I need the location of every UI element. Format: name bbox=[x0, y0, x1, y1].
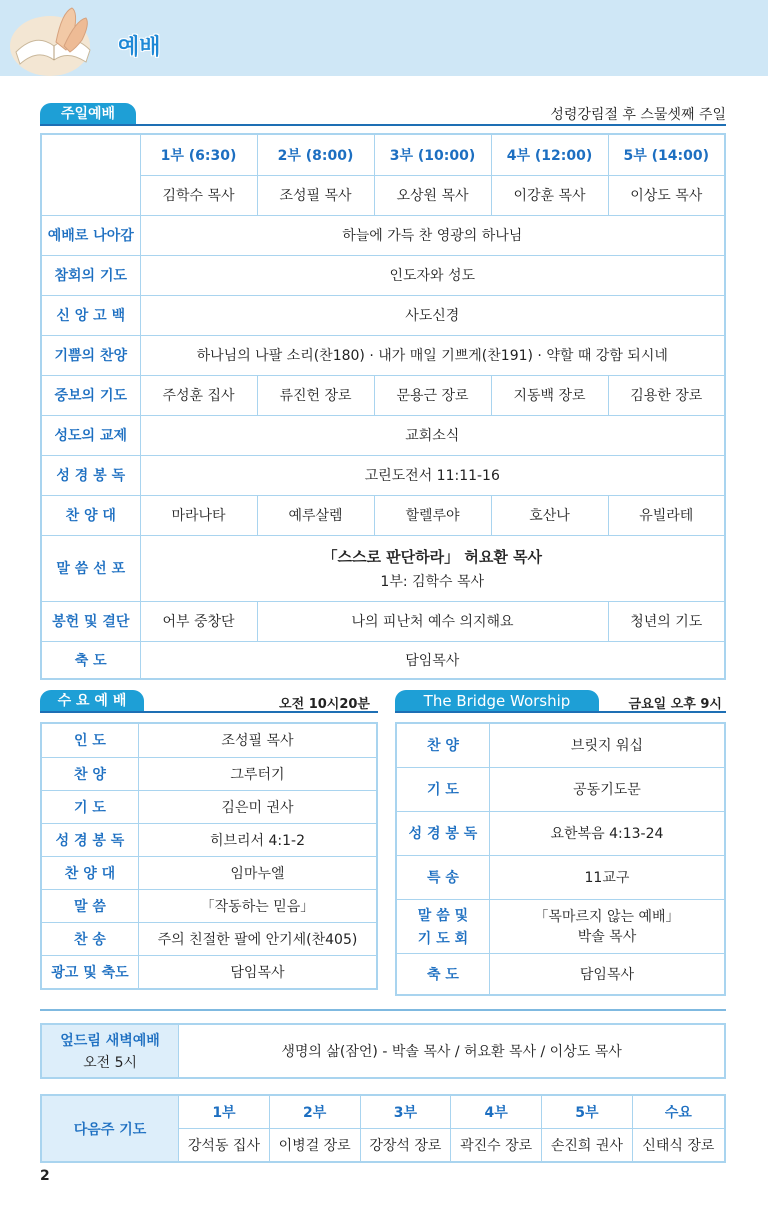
sunday-note: 성령강림절 후 스물셋째 주일 bbox=[550, 107, 726, 123]
wed-label-3: 성 경 봉 독 bbox=[41, 823, 138, 856]
nextweek-label-text: 다음주 기도 bbox=[73, 1121, 147, 1138]
nextweek-label bbox=[41, 1095, 179, 1162]
pastor-5: 이상도 목사 bbox=[608, 175, 725, 215]
bridge-label-3: 특 송 bbox=[396, 855, 489, 899]
nextweek-name-2: 강장석 장로 bbox=[360, 1128, 451, 1162]
bridge-label-0: 찬 양 bbox=[396, 723, 489, 767]
benediction-value: 담임목사 bbox=[140, 641, 725, 679]
wednesday-note: 오전 10시20분 bbox=[279, 697, 370, 712]
service-4-head: 4부 (12:00) bbox=[491, 134, 608, 175]
creed-value: 사도신경 bbox=[140, 295, 725, 335]
nextweek-head-2: 3부 bbox=[360, 1095, 451, 1128]
bridge-label-2: 성 경 봉 독 bbox=[396, 811, 489, 855]
wed-value-2: 김은미 권사 bbox=[138, 790, 377, 823]
wed-label-6: 찬 송 bbox=[41, 922, 138, 955]
intercession-1: 주성훈 집사 bbox=[140, 375, 257, 415]
sunday-service-table bbox=[40, 133, 726, 680]
nextweek-head-4: 5부 bbox=[542, 1095, 633, 1128]
fellowship-value: 교회소식 bbox=[140, 415, 725, 455]
wed-label-4: 찬 양 대 bbox=[41, 856, 138, 889]
repentance-value: 인도자와 성도 bbox=[140, 255, 725, 295]
wed-label-7: 광고 및 축도 bbox=[41, 955, 138, 989]
sunday-worship-tag: 주일예배 bbox=[40, 103, 136, 125]
service-3-head: 3부 (10:00) bbox=[374, 134, 491, 175]
sermon-label: 말 씀 선 포 bbox=[41, 535, 140, 601]
wed-value-6: 주의 친절한 팔에 안기세(찬405) bbox=[138, 922, 377, 955]
nextweek-name-1: 이병걸 장로 bbox=[269, 1128, 360, 1162]
approach-label: 예배로 나아감 bbox=[41, 215, 140, 255]
nextweek-head-0: 1부 bbox=[179, 1095, 270, 1128]
sermon-cell bbox=[140, 535, 725, 601]
wed-label-0: 인 도 bbox=[41, 723, 138, 757]
service-2-head: 2부 (8:00) bbox=[257, 134, 374, 175]
wed-label-2: 기 도 bbox=[41, 790, 138, 823]
scripture-label: 성 경 봉 독 bbox=[41, 455, 140, 495]
sermon-sub: 1부: 김학수 목사 bbox=[380, 573, 485, 590]
page-title: 예배 bbox=[118, 35, 161, 60]
bridge-label-4 bbox=[396, 899, 489, 953]
nextweek-name-5: 신태식 장로 bbox=[632, 1128, 725, 1162]
bridge-label-1: 기 도 bbox=[396, 767, 489, 811]
page-number: 2 bbox=[40, 1168, 50, 1184]
sermon-title: 「스스로 판단하라」 허요환 목사 bbox=[322, 547, 543, 566]
nextweek-name-0: 강석동 집사 bbox=[179, 1128, 270, 1162]
section-divider bbox=[40, 1009, 726, 1011]
wed-label-5: 말 씀 bbox=[41, 889, 138, 922]
fellowship-label: 성도의 교제 bbox=[41, 415, 140, 455]
bridge-value-0: 브릿지 워십 bbox=[489, 723, 725, 767]
choir-3: 할렐루야 bbox=[374, 495, 491, 535]
bridge-tag: The Bridge Worship bbox=[395, 690, 599, 712]
nextweek-name-4: 손진희 권사 bbox=[542, 1128, 633, 1162]
wed-value-1: 그루터기 bbox=[138, 757, 377, 790]
nextweek-table bbox=[40, 1094, 726, 1163]
offering-2: 나의 피난처 예수 의지해요 bbox=[257, 601, 608, 641]
wed-label-1: 찬 양 bbox=[41, 757, 138, 790]
service-1-head: 1부 (6:30) bbox=[140, 134, 257, 175]
dawn-label-cell bbox=[41, 1024, 179, 1078]
pastor-1: 김학수 목사 bbox=[140, 175, 257, 215]
offering-1: 어부 중창단 bbox=[140, 601, 257, 641]
choir-4: 호산나 bbox=[491, 495, 608, 535]
dawn-label: 엎드림 새벽예배 bbox=[60, 1033, 160, 1049]
choir-1: 마라나타 bbox=[140, 495, 257, 535]
pastor-3: 오상원 목사 bbox=[374, 175, 491, 215]
nextweek-name-3: 곽진수 장로 bbox=[451, 1128, 542, 1162]
intercession-4: 지동백 장로 bbox=[491, 375, 608, 415]
bridge-value-2: 요한복음 4:13-24 bbox=[489, 811, 725, 855]
scripture-value: 고린도전서 11:11-16 bbox=[140, 455, 725, 495]
wednesday-table bbox=[40, 722, 378, 990]
repentance-label: 참회의 기도 bbox=[41, 255, 140, 295]
dawn-time: 오전 5시 bbox=[83, 1055, 138, 1071]
bridge-note: 금요일 오후 9시 bbox=[628, 697, 722, 712]
praise-value: 하나님의 나팔 소리(찬180) · 내가 매일 기쁘게(찬191) · 약할 때 강함 되시네 bbox=[140, 335, 725, 375]
corner-cell bbox=[41, 134, 140, 215]
approach-value: 하늘에 가득 찬 영광의 하나님 bbox=[140, 215, 725, 255]
bridge-value-4b: 박솔 목사 bbox=[577, 929, 637, 945]
nextweek-head-3: 4부 bbox=[451, 1095, 542, 1128]
page-header bbox=[0, 0, 768, 76]
wed-value-7: 담임목사 bbox=[138, 955, 377, 989]
praise-label: 기쁨의 찬양 bbox=[41, 335, 140, 375]
nextweek-head-1: 2부 bbox=[269, 1095, 360, 1128]
bridge-value-3: 11교구 bbox=[489, 855, 725, 899]
creed-label: 신 앙 고 백 bbox=[41, 295, 140, 335]
choir-5: 유빌라테 bbox=[608, 495, 725, 535]
bridge-value-5: 담임목사 bbox=[489, 953, 725, 995]
intercession-label: 중보의 기도 bbox=[41, 375, 140, 415]
intercession-5: 김용한 장로 bbox=[608, 375, 725, 415]
bridge-value-4 bbox=[489, 899, 725, 953]
benediction-label: 축 도 bbox=[41, 641, 140, 679]
bridge-value-1: 공동기도문 bbox=[489, 767, 725, 811]
wed-value-5: 「작동하는 믿음」 bbox=[138, 889, 377, 922]
choir-label: 찬 양 대 bbox=[41, 495, 140, 535]
bridge-table bbox=[395, 722, 726, 996]
pastor-2: 조성필 목사 bbox=[257, 175, 374, 215]
offering-label: 봉헌 및 결단 bbox=[41, 601, 140, 641]
service-5-head: 5부 (14:00) bbox=[608, 134, 725, 175]
bridge-label-4a: 말 씀 및 bbox=[417, 907, 469, 924]
choir-2: 예루살렘 bbox=[257, 495, 374, 535]
wed-value-4: 임마누엘 bbox=[138, 856, 377, 889]
wed-value-0: 조성필 목사 bbox=[138, 723, 377, 757]
bridge-value-4a: 「목마르지 않는 예배」 bbox=[534, 909, 680, 925]
sunday-rule bbox=[40, 124, 726, 126]
nextweek-head-5: 수요 bbox=[632, 1095, 725, 1128]
intercession-2: 류진헌 장로 bbox=[257, 375, 374, 415]
pastor-4: 이강훈 목사 bbox=[491, 175, 608, 215]
dawn-value: 생명의 삶(잠언) - 박솔 목사 / 허요환 목사 / 이상도 목사 bbox=[179, 1024, 725, 1078]
wed-value-3: 히브리서 4:1-2 bbox=[138, 823, 377, 856]
wednesday-tag: 수 요 예 배 bbox=[40, 690, 144, 712]
bridge-label-5: 축 도 bbox=[396, 953, 489, 995]
praying-hands-bible-icon bbox=[6, 2, 94, 76]
bridge-label-4b: 기 도 회 bbox=[417, 930, 469, 947]
dawn-table bbox=[40, 1023, 726, 1079]
offering-3: 청년의 기도 bbox=[608, 601, 725, 641]
intercession-3: 문용근 장로 bbox=[374, 375, 491, 415]
